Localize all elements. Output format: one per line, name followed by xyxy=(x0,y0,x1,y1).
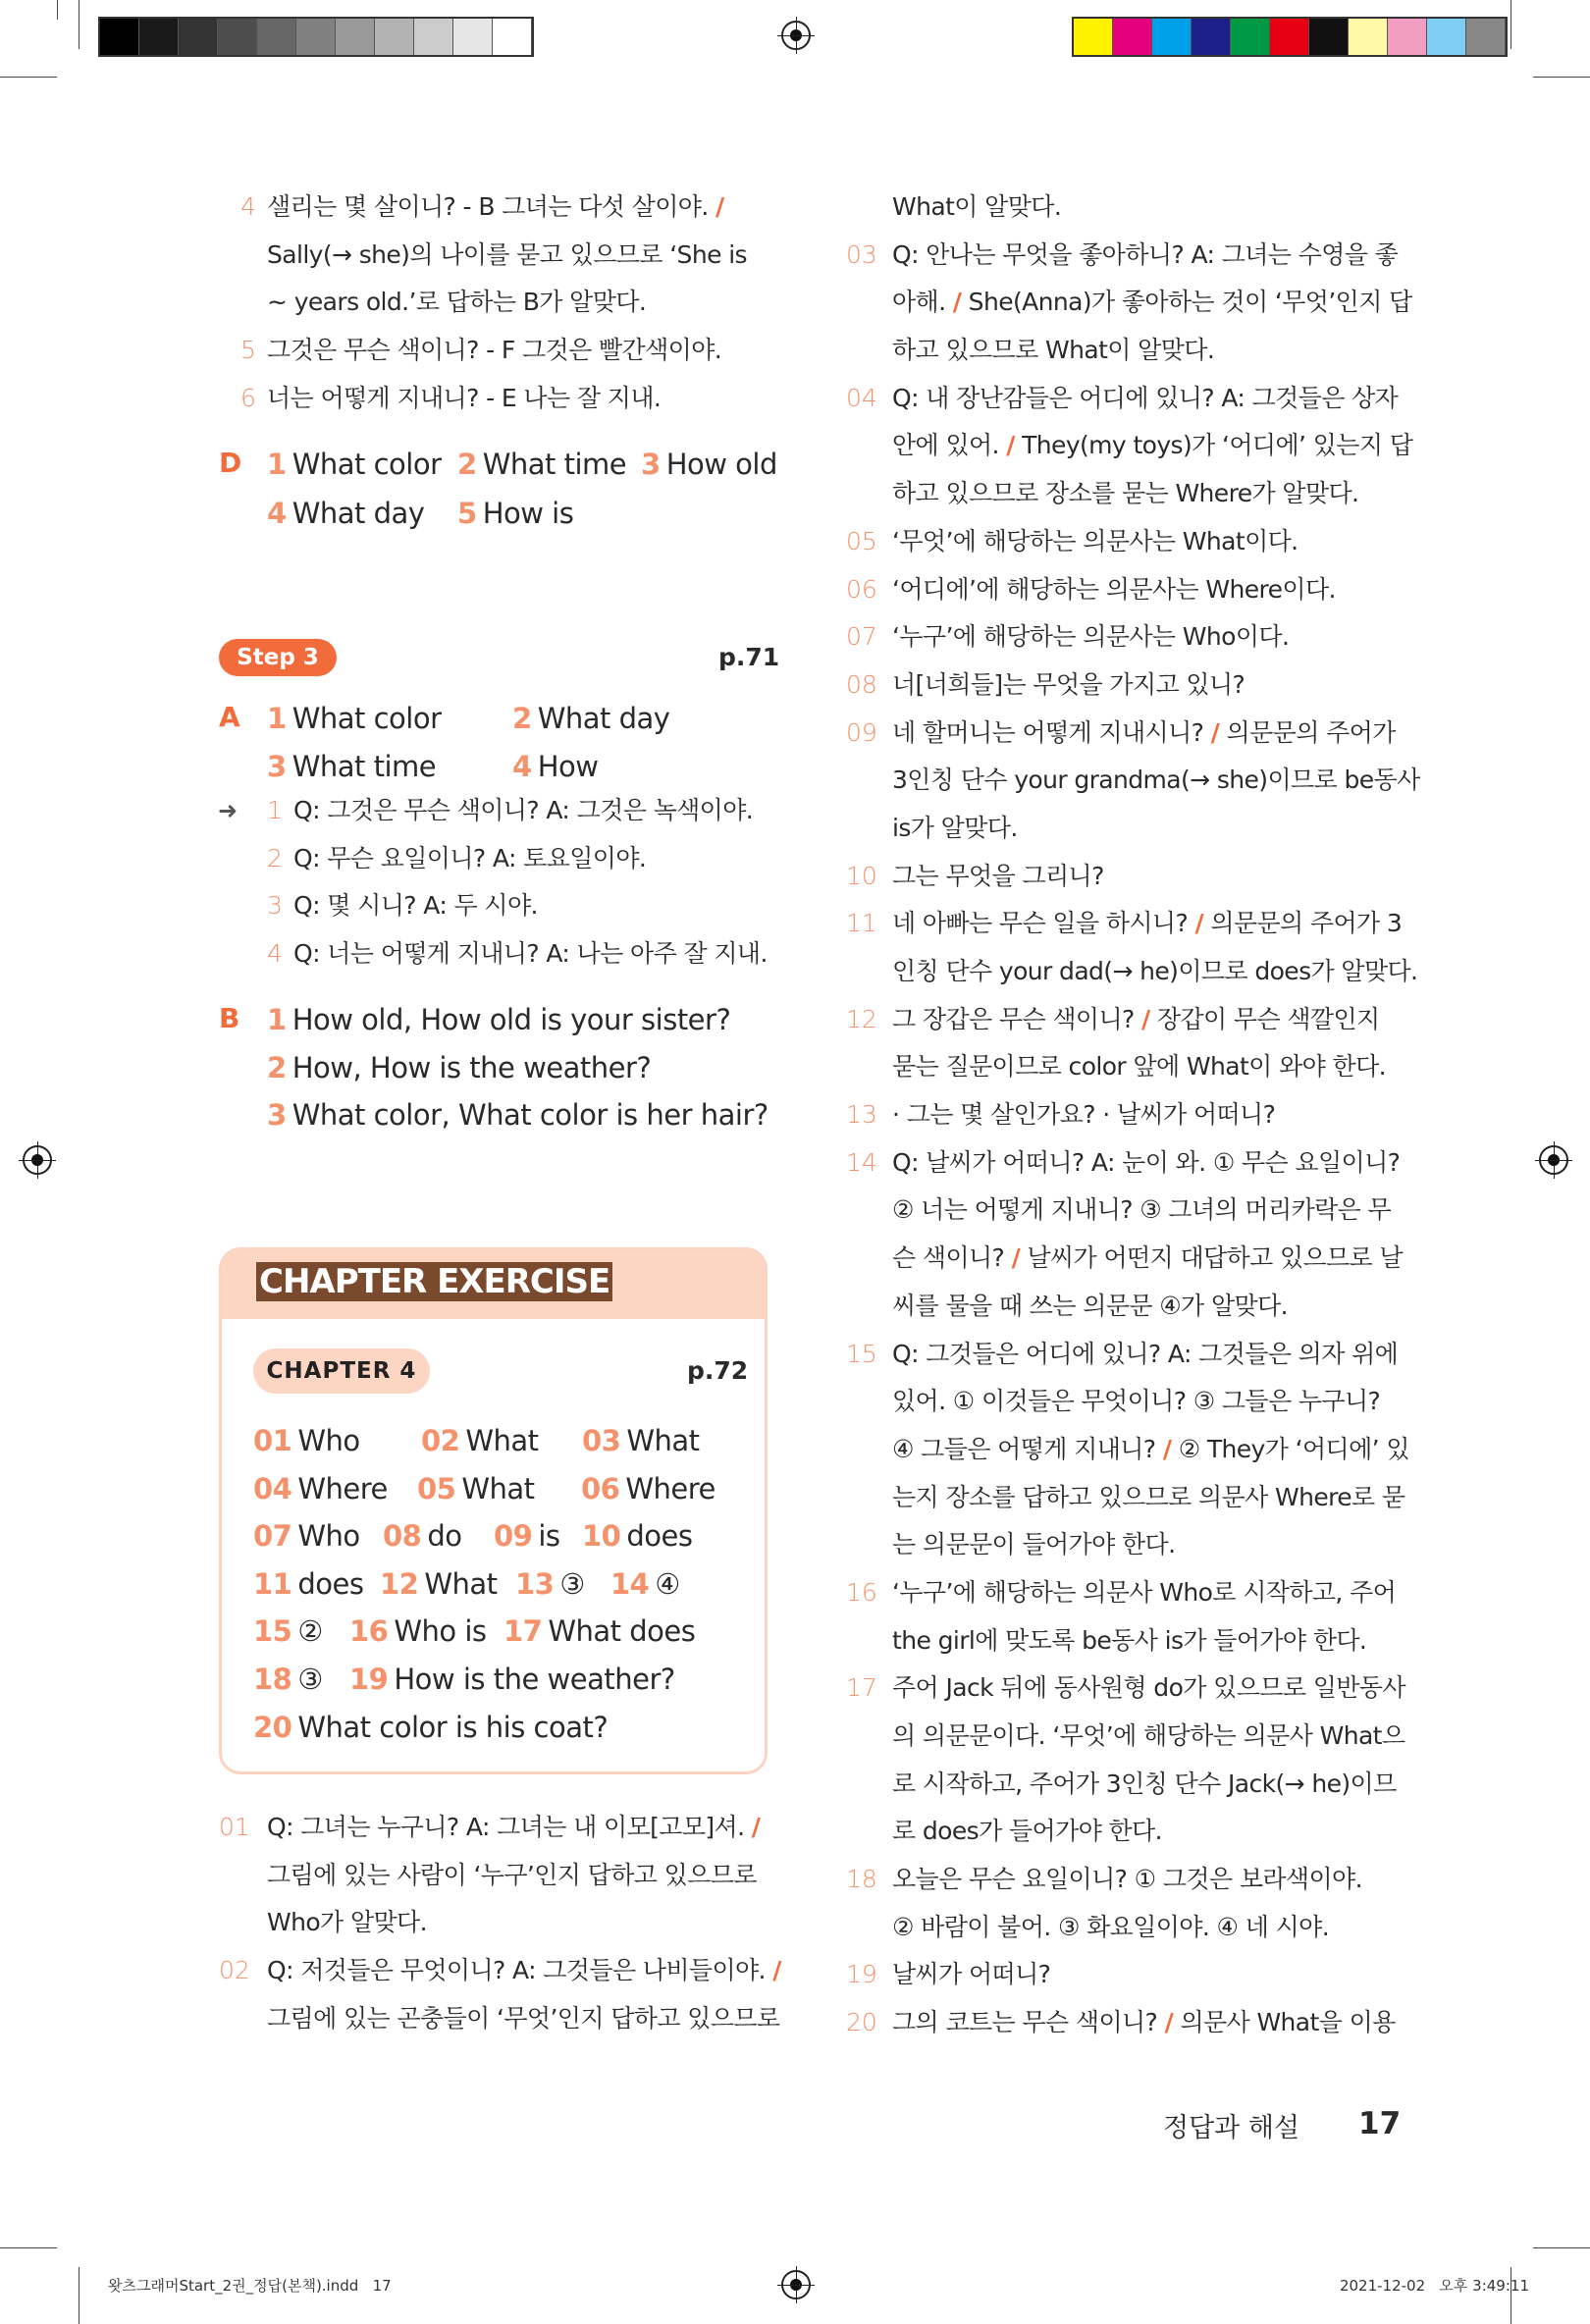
item-number: 17 xyxy=(846,1673,877,1703)
answer-item xyxy=(349,1608,487,1656)
slug-filename: 왓츠그래머Start_2권_정답(본책).indd 17 xyxy=(108,2277,392,2295)
answer-text: What time xyxy=(292,749,437,783)
answer-number: 19 xyxy=(349,1662,389,1696)
item-number: 02 xyxy=(219,1956,250,1985)
answer-item xyxy=(253,1560,363,1609)
item-line: 슨 색이니? / 날씨가 어떤지 대답하고 있으므로 날 xyxy=(892,1243,1404,1273)
list-item xyxy=(846,1664,1405,1856)
slash-separator: / xyxy=(1164,2008,1174,2037)
chapter-badge: CHAPTER 4 xyxy=(253,1348,430,1394)
crop-mark xyxy=(79,0,80,49)
color-swatch xyxy=(1309,19,1349,55)
item-line: Q: 저것들은 무엇이니? A: 그것들은 나비들이야. / xyxy=(267,1956,781,1985)
answer-item xyxy=(504,1608,695,1656)
answer-number: 10 xyxy=(582,1519,621,1554)
answer-number: 17 xyxy=(504,1614,543,1649)
chapter-page-ref: p.72 xyxy=(687,1356,749,1385)
list-item xyxy=(219,1947,781,2042)
item-line: 네 할머니는 어떻게 지내시니? / 의문문의 주어가 xyxy=(892,717,1396,747)
answer-text: ④ xyxy=(655,1566,680,1601)
gray-swatch xyxy=(375,19,414,55)
answer-text: ③ xyxy=(297,1662,323,1696)
item-line: Q: 날씨가 어떠니? A: 눈이 와. ① 무슨 요일이니? xyxy=(892,1147,1401,1177)
answer-item xyxy=(494,1512,560,1560)
list-item xyxy=(846,1569,1403,1664)
answer-text: ② xyxy=(297,1614,323,1649)
item-line: 의 의문문이다. ‘무엇’에 해당하는 의문사 What으 xyxy=(892,1721,1405,1750)
item-number: 5 xyxy=(240,336,256,365)
item-line: 로 does가 들어가야 한다. xyxy=(892,1817,1162,1846)
arrow-icon: ➜ xyxy=(218,797,238,824)
answer-number: 01 xyxy=(253,1424,292,1457)
item-number: 05 xyxy=(846,526,877,555)
answer-item xyxy=(421,1417,539,1465)
answer-text: How is xyxy=(482,496,574,530)
color-swatch xyxy=(1270,19,1309,55)
answer-text: Who xyxy=(297,1519,360,1554)
answer-text: How xyxy=(537,749,599,783)
item-number: 2 xyxy=(267,843,283,872)
answer-text: What time xyxy=(482,448,627,481)
list-item xyxy=(846,566,1403,614)
answer-row xyxy=(267,1091,768,1139)
list-item xyxy=(240,184,777,327)
answer-text: What day xyxy=(537,702,670,735)
gray-swatch xyxy=(414,19,453,55)
list-item xyxy=(240,327,777,375)
list-item xyxy=(846,1856,1403,1951)
list-item xyxy=(846,1139,1404,1331)
answer-text: ③ xyxy=(559,1566,585,1601)
item-number: 12 xyxy=(846,1004,877,1033)
answer-text: What xyxy=(461,1471,535,1505)
answer-number: 04 xyxy=(253,1471,292,1505)
color-swatch xyxy=(1388,19,1427,55)
item-line: 로 시작하고, 주어가 3인칭 단수 Jack(→ he)이므 xyxy=(892,1769,1397,1798)
explanation-list-left xyxy=(219,1804,781,2042)
answer-number: 07 xyxy=(253,1519,292,1554)
crop-mark xyxy=(1510,0,1511,49)
item-number: 19 xyxy=(846,1960,877,1989)
slash-separator: / xyxy=(751,1813,761,1841)
answer-item xyxy=(582,1512,692,1560)
answer-number: 18 xyxy=(253,1662,292,1696)
answer-item xyxy=(253,1656,323,1704)
item-number: 08 xyxy=(846,669,877,699)
gray-swatch xyxy=(296,19,336,55)
gray-swatch xyxy=(218,19,257,55)
answer-number: 3 xyxy=(267,1098,287,1132)
item-line: 그림에 있는 사람이 ‘누구’인지 답하고 있으므로 xyxy=(267,1860,757,1889)
slash-separator: / xyxy=(772,1956,781,1985)
item-line: ~ years old.’로 답하는 B가 알맞다. xyxy=(267,288,647,317)
item-line: 그림에 있는 곤충들이 ‘무엇’인지 답하고 있으므로 xyxy=(267,2003,780,2033)
answer-text: does xyxy=(297,1566,364,1601)
item-line: 네 아빠는 무슨 일을 하시니? / 의문문의 주어가 3 xyxy=(892,909,1403,938)
answer-item xyxy=(267,1003,730,1036)
list-item xyxy=(846,1951,1403,1999)
answer-number: 05 xyxy=(417,1471,456,1505)
item-line: ② 바람이 불어. ③ 화요일이야. ④ 네 시야. xyxy=(892,1912,1330,1941)
answer-number: 3 xyxy=(641,448,661,481)
item-number: 03 xyxy=(846,239,877,269)
item-number: 4 xyxy=(240,192,256,221)
answer-number: 2 xyxy=(457,448,477,481)
item-line: 는 의문문이 들어가야 한다. xyxy=(892,1530,1176,1559)
crop-mark xyxy=(57,0,58,20)
list-item xyxy=(846,1091,1403,1139)
answer-item xyxy=(610,1560,680,1609)
answer-item xyxy=(581,1465,716,1513)
list-item xyxy=(846,1331,1409,1569)
answer-item xyxy=(457,441,626,490)
answer-item xyxy=(253,1417,360,1465)
item-number: 1 xyxy=(267,796,283,824)
item-number: 3 xyxy=(267,891,283,921)
item-line: 씨를 물을 때 쓰는 의문문 ④가 알맞다. xyxy=(892,1291,1288,1320)
answer-text: What xyxy=(626,1424,700,1457)
answer-item xyxy=(267,441,442,490)
item-line: the girl에 맞도록 be동사 is가 들어가야 한다. xyxy=(892,1625,1367,1655)
item-line: 너[너희들]는 무엇을 가지고 있니? xyxy=(892,669,1246,699)
item-line: 그의 코트는 무슨 색이니? / 의문사 What을 이용 xyxy=(892,2008,1396,2037)
registration-mark-left xyxy=(23,1145,52,1175)
item-line: 날씨가 어떠니? xyxy=(892,1960,1051,1989)
list-item xyxy=(846,232,1412,375)
list-item xyxy=(240,375,777,423)
step3-badge: Step 3 xyxy=(219,639,337,676)
answer-text: Where xyxy=(625,1471,716,1505)
answer-item xyxy=(253,1608,323,1656)
slash-separator: / xyxy=(1006,431,1015,460)
slash-separator: / xyxy=(1011,1243,1021,1273)
color-swatch xyxy=(1427,19,1466,55)
list-item xyxy=(846,1999,1403,2047)
item-number: 09 xyxy=(846,717,877,747)
item-line: ‘누구’에 해당하는 의문사 Who로 시작하고, 주어 xyxy=(892,1577,1397,1607)
registration-mark-top xyxy=(781,21,811,50)
translation-item xyxy=(267,930,777,978)
crop-mark xyxy=(79,2267,80,2324)
answer-number: 2 xyxy=(512,702,532,735)
list-item xyxy=(846,375,1413,518)
answer-item xyxy=(267,1051,651,1084)
item-number: 4 xyxy=(267,939,283,969)
color-swatch xyxy=(1231,19,1270,55)
answer-text: How is the weather? xyxy=(394,1662,675,1696)
section-a-translations xyxy=(267,787,777,978)
item-line: 오늘은 무슨 요일이니? ① 그것은 보라색이야. xyxy=(892,1865,1362,1894)
item-line: is가 알맞다. xyxy=(892,813,1018,842)
section-letter-d: D xyxy=(219,447,242,479)
answer-item xyxy=(457,490,573,539)
item-line: 3인칭 단수 your grandma(→ she)이므로 be동사 xyxy=(892,766,1420,795)
item-line: 인칭 단수 your dad(→ he)이므로 does가 알맞다. xyxy=(892,957,1418,985)
answer-text: How old xyxy=(665,448,777,481)
item-line: 너는 어떻게 지내니? - E 나는 잘 지내. xyxy=(267,383,662,412)
translation-item xyxy=(267,835,777,883)
answer-item xyxy=(253,1465,388,1513)
item-line: Q: 내 장난감들은 어디에 있니? A: 그것들은 상자 xyxy=(892,383,1399,412)
answer-text: Who is xyxy=(394,1614,487,1649)
step3-page-ref: p.71 xyxy=(718,643,780,671)
answer-text: What xyxy=(424,1566,498,1601)
answer-number: 02 xyxy=(421,1424,460,1457)
item-line: 그것은 무슨 색이니? - F 그것은 빨간색이야. xyxy=(267,336,722,365)
answer-text: What xyxy=(465,1424,539,1457)
answer-number: 11 xyxy=(253,1566,292,1601)
answer-item xyxy=(267,1098,768,1132)
gray-swatch xyxy=(493,19,532,55)
section-letter-a: A xyxy=(219,701,240,733)
slash-separator: / xyxy=(716,192,724,221)
registration-mark-right xyxy=(1539,1145,1568,1175)
answer-list-c xyxy=(240,184,777,422)
answer-number: 08 xyxy=(383,1519,422,1554)
item-line: Q: 그녀는 누구니? A: 그녀는 내 이모[고모]셔. / xyxy=(267,1813,761,1841)
answer-item xyxy=(512,695,669,743)
slash-separator: / xyxy=(1194,909,1203,938)
answer-number: 3 xyxy=(267,749,287,783)
item-line: 는지 장소를 답하고 있으므로 의문사 Where로 묻 xyxy=(892,1482,1405,1511)
item-number: 04 xyxy=(846,383,877,412)
item-line: 주어 Jack 뒤에 동사원형 do가 있으므로 일반동사 xyxy=(892,1673,1405,1703)
gray-swatch xyxy=(139,19,179,55)
item-line: 샐리는 몇 살이니? - B 그녀는 다섯 살이야. / xyxy=(267,192,724,221)
answer-row xyxy=(267,1044,768,1092)
crop-mark xyxy=(1533,2247,1590,2248)
crop-mark xyxy=(1533,77,1590,78)
answer-item xyxy=(267,743,436,791)
translation-text: Q: 너는 어떻게 지내니? A: 나는 아주 잘 지내. xyxy=(293,939,768,969)
answer-item xyxy=(512,743,598,791)
item-line: ④ 그들은 어떻게 지내니? / ② They가 ‘어디에’ 있 xyxy=(892,1434,1409,1463)
translation-text: Q: 몇 시니? A: 두 시야. xyxy=(293,891,538,921)
item-line: ‘무엇’에 해당하는 의문사는 What이다. xyxy=(892,526,1298,555)
item-line: ‘어디에’에 해당하는 의문사는 Where이다. xyxy=(892,574,1336,604)
list-item xyxy=(846,661,1403,710)
list-item xyxy=(219,1804,777,1947)
list-item xyxy=(846,518,1403,566)
registration-mark-bottom xyxy=(781,2270,811,2299)
gray-swatch xyxy=(336,19,375,55)
answer-item xyxy=(349,1656,675,1704)
chapter-exercise-title: CHAPTER EXERCISE xyxy=(256,1262,612,1301)
answer-text: What color xyxy=(292,448,442,481)
gray-swatch xyxy=(257,19,296,55)
answer-text: is xyxy=(538,1519,560,1554)
item-number: 11 xyxy=(846,909,877,938)
translation-text: Q: 그것은 무슨 색이니? A: 그것은 녹색이야. xyxy=(293,796,754,824)
footer-section-label: 정답과 해설 xyxy=(1163,2113,1299,2143)
item-line: 아해. / She(Anna)가 좋아하는 것이 ‘무엇’인지 답 xyxy=(892,288,1412,317)
gray-swatch xyxy=(100,19,139,55)
answer-text: How old, How old is your sister? xyxy=(292,1003,731,1036)
item-number: 16 xyxy=(846,1577,877,1607)
item-line: 그는 무엇을 그리니? xyxy=(892,861,1104,890)
answer-item xyxy=(253,1704,608,1752)
list-item xyxy=(846,613,1403,661)
answer-item xyxy=(267,695,442,743)
gray-swatch xyxy=(453,19,493,55)
list-item xyxy=(846,900,1418,995)
section-letter-b: B xyxy=(219,1002,240,1034)
answer-text: What day xyxy=(292,496,425,530)
item-line: · 그는 몇 살인가요? · 날씨가 어떠니? xyxy=(892,1100,1276,1130)
slash-separator: / xyxy=(1210,717,1220,747)
answer-number: 14 xyxy=(610,1566,650,1601)
item-line: Sally(→ she)의 나이를 묻고 있으므로 ‘She is xyxy=(267,239,747,269)
color-bar xyxy=(1072,17,1508,57)
color-swatch xyxy=(1466,19,1506,55)
explanation-list-right xyxy=(846,184,1420,2047)
color-swatch xyxy=(1074,19,1113,55)
item-number: 01 xyxy=(219,1813,250,1841)
answer-text: Where xyxy=(297,1471,388,1505)
slash-separator: / xyxy=(1162,1434,1172,1463)
answer-text: What color is his coat? xyxy=(297,1710,609,1744)
color-swatch xyxy=(1192,19,1231,55)
answer-number: 1 xyxy=(267,1003,287,1036)
answer-number: 20 xyxy=(253,1710,292,1744)
section-b-answers xyxy=(267,996,768,1139)
answer-text: Who xyxy=(297,1424,360,1457)
item-line: 하고 있으므로 장소를 묻는 Where가 알맞다. xyxy=(892,479,1359,508)
item-line: Q: 그것들은 어디에 있니? A: 그것들은 의자 위에 xyxy=(892,1339,1399,1368)
answer-number: 09 xyxy=(494,1519,533,1554)
slash-separator: / xyxy=(1141,1004,1150,1033)
answer-item xyxy=(515,1560,585,1609)
item-number: 15 xyxy=(846,1339,877,1368)
item-number: 07 xyxy=(846,622,877,652)
item-number: 10 xyxy=(846,861,877,890)
answer-number: 06 xyxy=(581,1471,620,1505)
color-swatch xyxy=(1113,19,1152,55)
item-number: 14 xyxy=(846,1147,877,1177)
translation-text: Q: 무슨 요일이니? A: 토요일이야. xyxy=(293,843,647,872)
item-line: Who가 알맞다. xyxy=(267,1908,427,1937)
answer-number: 12 xyxy=(380,1566,419,1601)
answer-number: 4 xyxy=(267,496,287,530)
answer-text: What color, What color is her hair? xyxy=(292,1098,768,1132)
answer-number: 5 xyxy=(457,496,477,530)
answer-item xyxy=(253,1512,360,1560)
list-item xyxy=(846,710,1420,853)
item-line: 안에 있어. / They(my toys)가 ‘어디에’ 있는지 답 xyxy=(892,431,1413,460)
answer-text: How, How is the weather? xyxy=(292,1050,652,1084)
answer-text: does xyxy=(626,1519,693,1554)
crop-mark xyxy=(0,77,57,78)
item-line: What이 알맞다. xyxy=(892,192,1062,221)
item-number: 20 xyxy=(846,2008,877,2037)
item-number: 6 xyxy=(240,383,256,412)
chapter-exercise-header xyxy=(222,1250,765,1319)
answer-number: 16 xyxy=(349,1614,389,1649)
answer-number: 1 xyxy=(267,702,287,735)
answer-number: 03 xyxy=(582,1424,621,1457)
list-item xyxy=(846,996,1403,1091)
answer-item xyxy=(417,1465,535,1513)
answer-number: 15 xyxy=(253,1614,292,1649)
translation-item xyxy=(267,787,777,835)
item-line: ② 너는 어떻게 지내니? ③ 그녀의 머리카락은 무 xyxy=(892,1195,1392,1225)
gray-swatch xyxy=(179,19,218,55)
list-item xyxy=(892,184,1403,232)
answer-number: 2 xyxy=(267,1050,287,1084)
answer-number: 13 xyxy=(515,1566,555,1601)
answer-row xyxy=(267,996,768,1044)
item-line: 하고 있으므로 What이 알맞다. xyxy=(892,336,1215,365)
item-line: 묻는 질문이므로 color 앞에 What이 와야 한다. xyxy=(892,1052,1386,1082)
answer-item xyxy=(582,1417,700,1465)
item-number: 06 xyxy=(846,574,877,604)
slug-timestamp: 2021-12-02 오후 3:49:11 xyxy=(1339,2277,1529,2295)
answer-text: What does xyxy=(548,1614,696,1649)
slash-separator: / xyxy=(952,288,962,317)
answer-text: What color xyxy=(292,702,442,735)
answer-number: 4 xyxy=(512,749,532,783)
crop-mark xyxy=(0,2247,57,2248)
color-swatch xyxy=(1349,19,1388,55)
answer-item xyxy=(380,1560,498,1609)
page-number: 17 xyxy=(1358,2106,1402,2141)
answer-number: 1 xyxy=(267,448,287,481)
answer-item xyxy=(267,490,424,539)
answer-item xyxy=(641,441,777,490)
translation-item xyxy=(267,882,777,930)
item-number: 13 xyxy=(846,1100,877,1130)
item-line: Q: 안나는 무엇을 좋아하니? A: 그녀는 수영을 좋 xyxy=(892,239,1399,269)
item-line: ‘누구’에 해당하는 의문사는 Who이다. xyxy=(892,622,1290,652)
list-item xyxy=(846,853,1403,901)
grayscale-bar xyxy=(98,17,534,57)
item-line: 있어. ① 이것들은 무엇이니? ③ 그들은 누구니? xyxy=(892,1387,1381,1416)
answer-item xyxy=(383,1512,462,1560)
item-line: 그 장갑은 무슨 색이니? / 장갑이 무슨 색깔인지 xyxy=(892,1004,1380,1033)
color-swatch xyxy=(1152,19,1192,55)
answer-text: do xyxy=(427,1519,462,1554)
item-number: 18 xyxy=(846,1865,877,1894)
